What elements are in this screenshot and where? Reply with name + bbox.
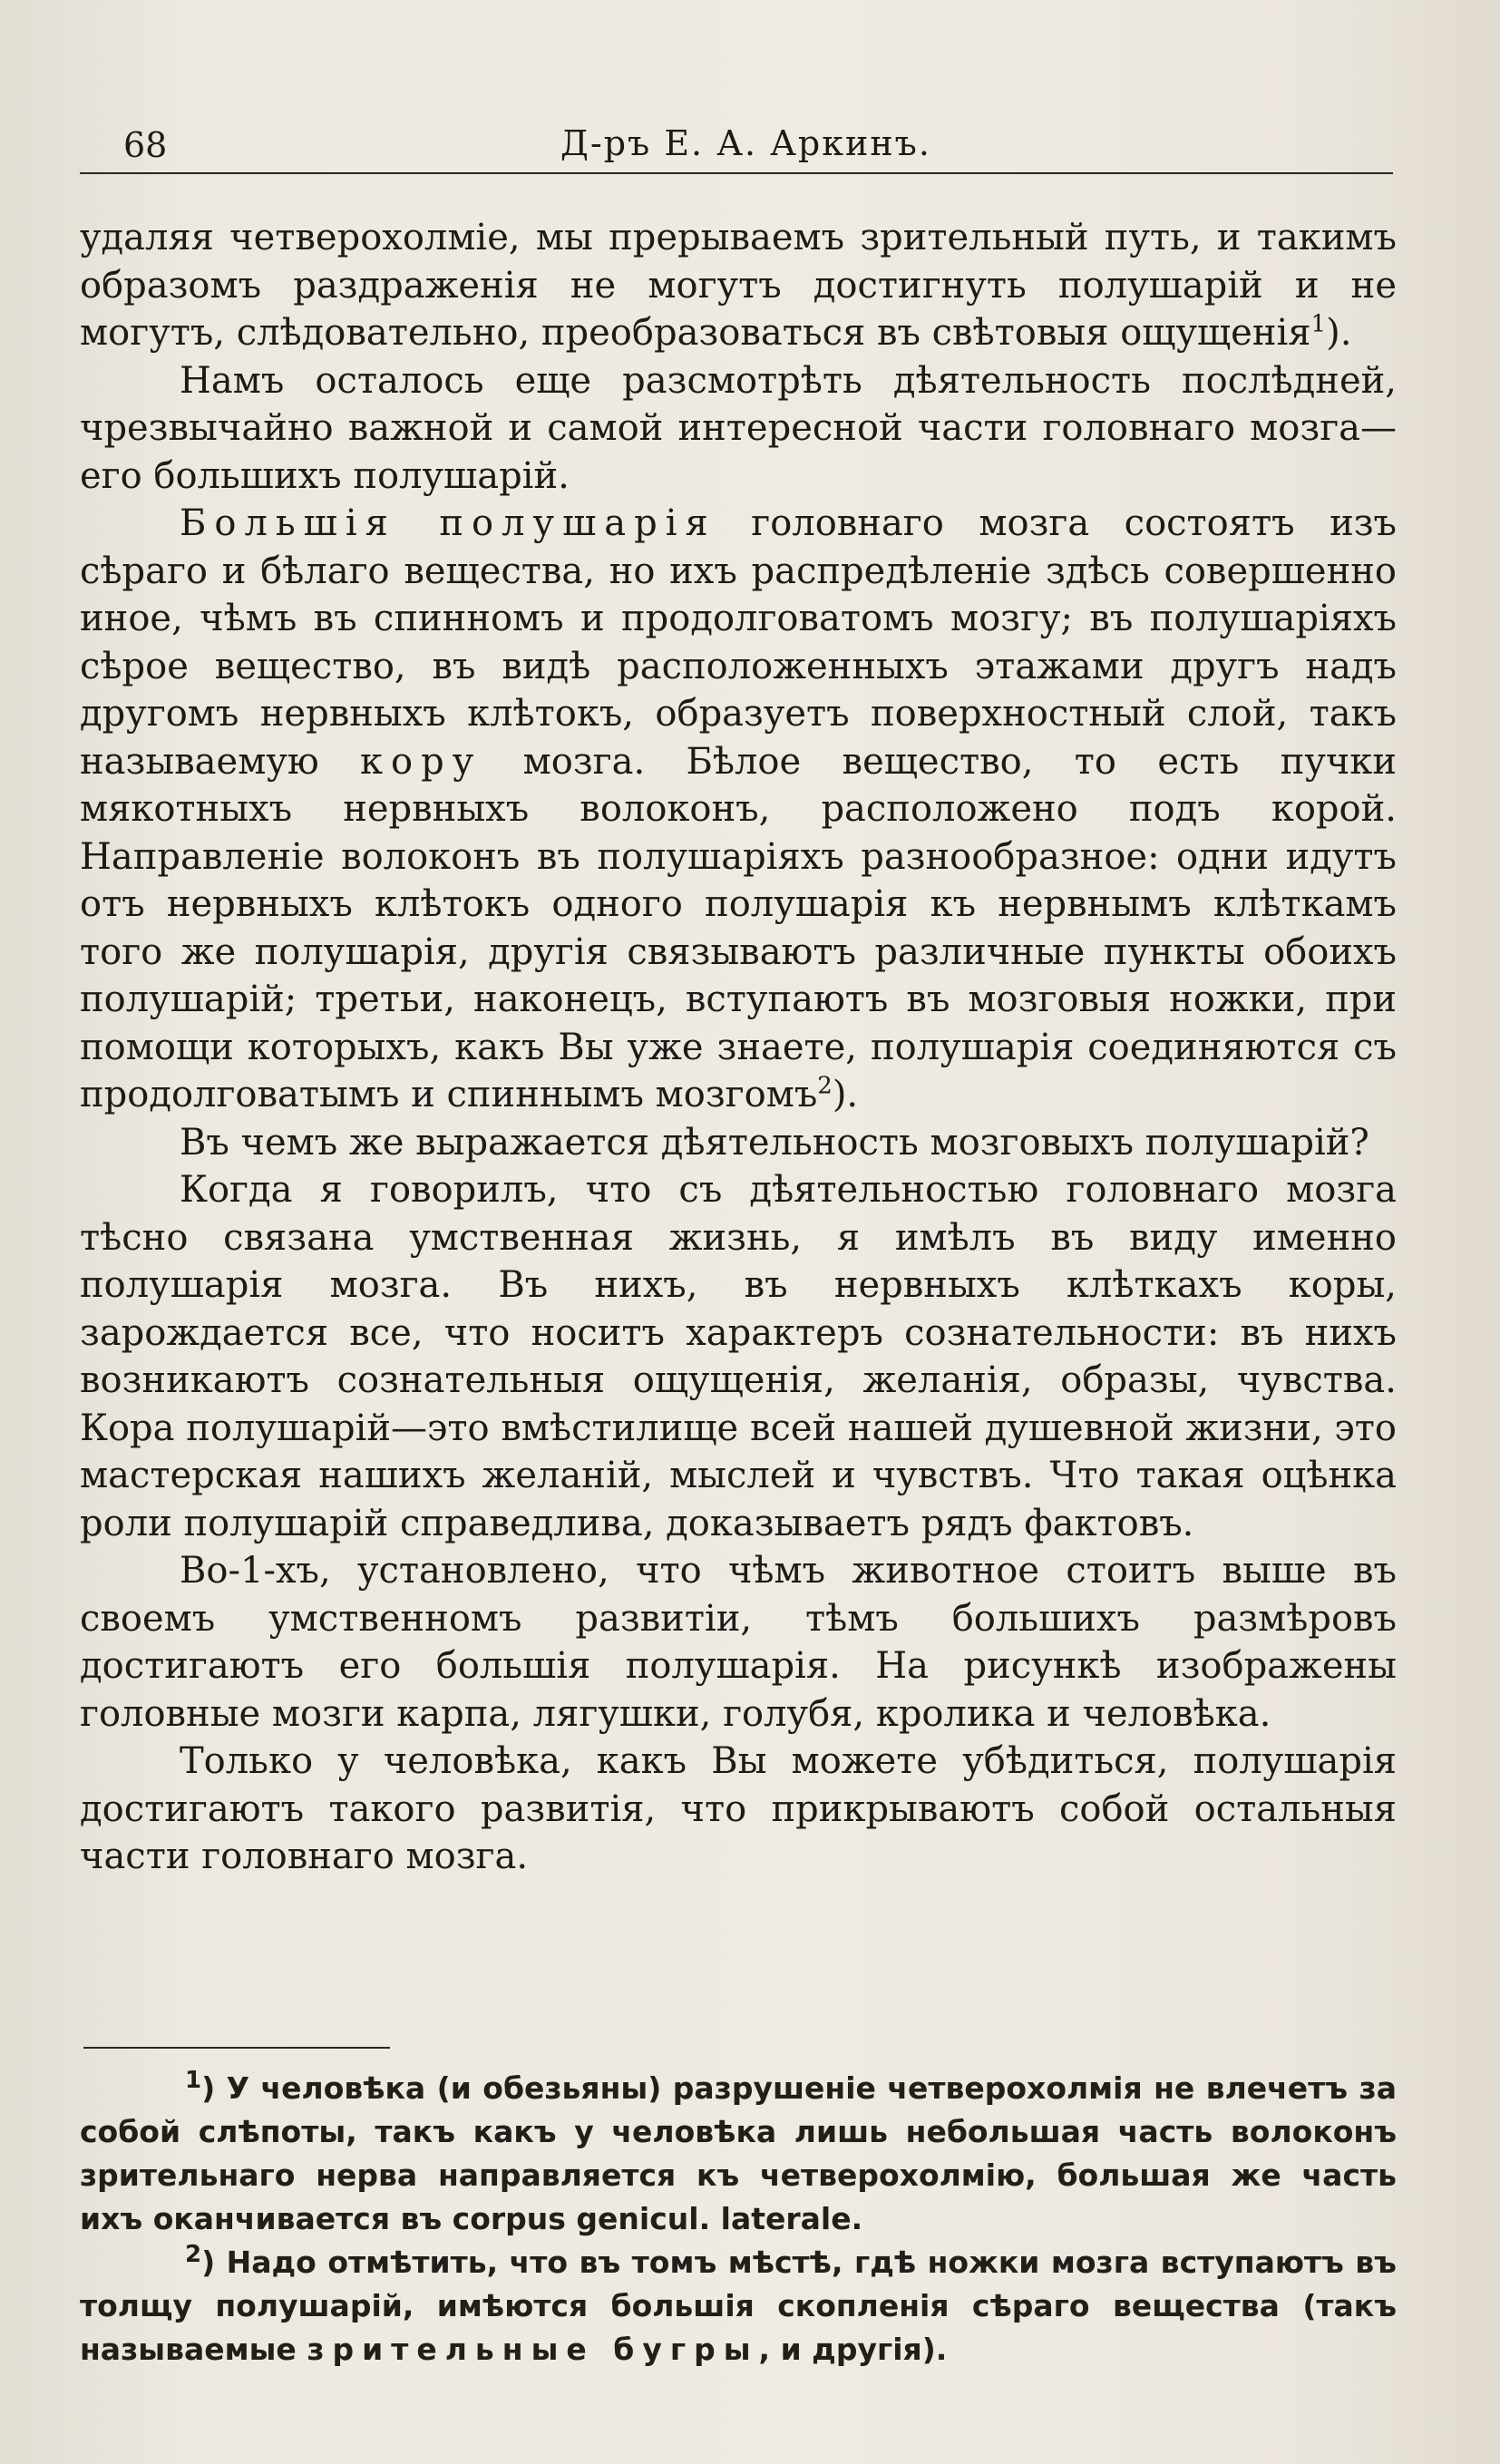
footnote-marker: 1 — [185, 2067, 202, 2094]
paragraph: Только у человѣка, какъ Вы можете убѣдиться, полушарія достигаютъ такого развитія, что прикрываютъ собой остальныя части головнаго мозга. — [80, 1740, 1397, 1877]
paragraph: Большія полушарія головнаго мозга состоятъ изъ сѣраго и бѣлаго вещества, но ихъ распредѣленіе здѣсь совершенно иное, чѣмъ въ спинномъ и продолговатомъ мозгу; въ полушаріяхъ сѣрое вещество, въ видѣ расположенныхъ этажами другъ надъ другомъ нервныхъ клѣтокъ, образуетъ поверхностный слой, такъ называемую кору мозга. Бѣлое вещество, то есть пучки мякотныхъ нервныхъ волоконъ, расположено подъ корой. Направленіе волоконъ въ полушаріяхъ разнообразное: одни идутъ отъ нервныхъ клѣтокъ одного полушарія къ нервнымъ клѣткамъ того же полушарія, другія связываютъ различные пункты обоихъ полушарій; третьи, наконецъ, вступаютъ въ мозговыя ножки, при помощи которыхъ, какъ Вы уже знаете, полушарія соединяются съ продолговатымъ и спиннымъ мозгомъ$^2$). — [80, 502, 1398, 1115]
footnote-ref: 1 — [1310, 310, 1327, 338]
page-number: 68 — [123, 125, 168, 165]
running-head: Д-ръ Е. А. Аркинъ. — [560, 123, 931, 163]
spaced-term: Большія полушарія — [180, 502, 716, 544]
paragraph: Когда я говорилъ, что съ дѣятельностью головнаго мозга тѣсно связана умственная жизнь, я имѣлъ въ виду именно полушарія мозга. Въ нихъ, въ нервныхъ клѣткахъ коры, зарождается все, что носитъ характеръ сознательности: въ нихъ возникаютъ сознательныя ощущенія, желанія, образы, чувства. Кора полушарій—это вмѣстилище всей нашей душевной жизни, это мастерская нашихъ желаній, мыслей и чувствъ. Что такая оцѣнка роли полушарій справедлива, доказываетъ рядъ фактовъ. — [80, 1169, 1397, 1544]
paragraph: Намъ осталось еще разсмотрѣть дѣятельность послѣдней, чрезвычайно важной и самой интересной части головнаго мозга—его большихъ полушарій. — [80, 359, 1397, 497]
page-header — [80, 116, 1393, 174]
body-text — [80, 214, 1397, 1881]
paragraph: Въ чемъ же выражается дѣятельность мозговыхъ полушарій? — [180, 1121, 1369, 1164]
footnote-ref: 2 — [817, 1072, 833, 1100]
footnote: $^2$) Надо отмѣтить, что въ томъ мѣстѣ, гдѣ ножки мозга вступаютъ въ толщу полушарій, имѣются большія скопленія сѣраго вещества (такъ называемые зрительные бугры, и другія). — [80, 2241, 1397, 2367]
footnote-marker: 2 — [185, 2241, 202, 2268]
footnote: $^1$) У человѣка (и обезьяны) разрушеніе четверохолмія не влечетъ за собой слѣпоты, такъ какъ у человѣка лишь небольшая часть волоконъ зрительнаго нерва направляется къ четверохолмію, большая же часть ихъ оканчивается въ corpus genicul. laterale. — [80, 2067, 1397, 2236]
footnotes — [80, 2067, 1397, 2371]
spaced-term: зрительные бугры — [307, 2332, 759, 2367]
spaced-term: кору — [360, 740, 482, 783]
paragraph: удаляя четверохолміе, мы прерываемъ зрительный путь, и такимъ образомъ раздраженія не могутъ достигнуть полушарій и не могутъ, слѣдовательно, преобразоваться въ свѣтовыя ощущенія$^1$). — [80, 217, 1397, 354]
footnote-divider — [83, 2047, 390, 2049]
paragraph: Во-1-хъ, установлено, что чѣмъ животное стоитъ выше въ своемъ умственномъ развитіи, тѣмъ большихъ размѣровъ достигаютъ его большія полушарія. На рисункѣ изображены головные мозги карпа, лягушки, голубя, кролика и человѣка. — [80, 1550, 1397, 1735]
